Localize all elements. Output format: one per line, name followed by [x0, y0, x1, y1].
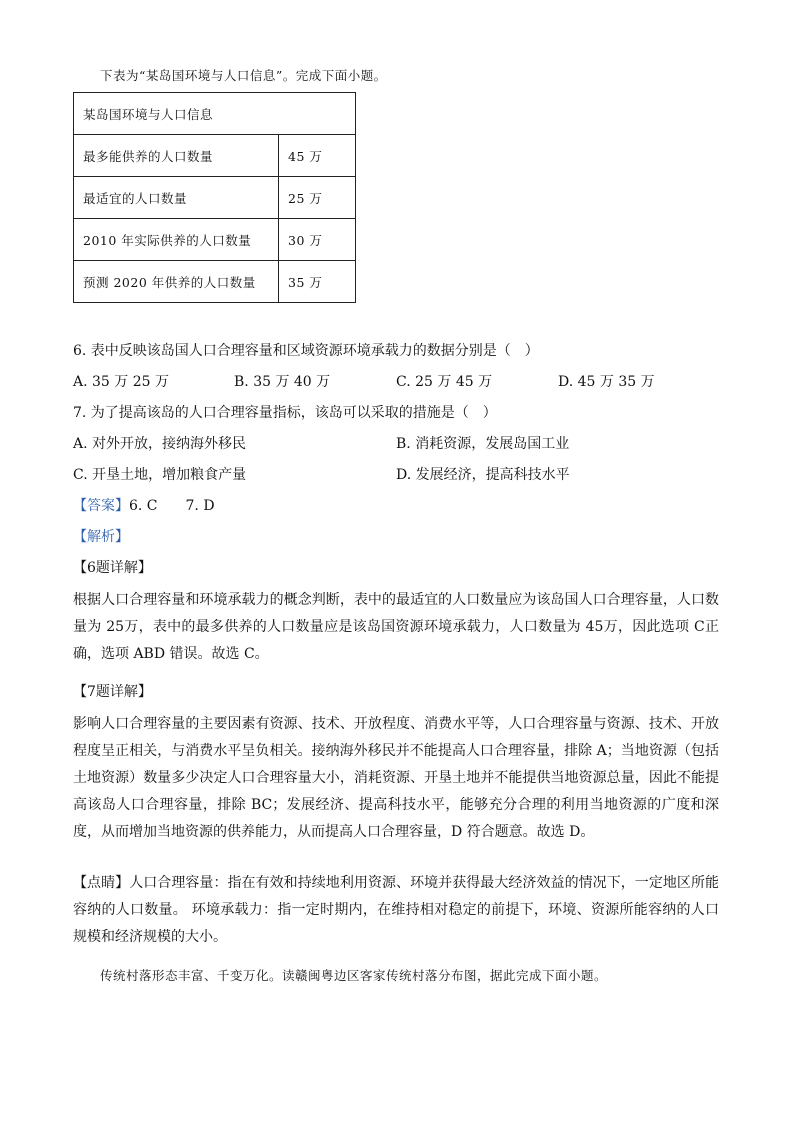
question-6-stem: 6. 表中反映该岛国人口合理容量和区域资源环境承载力的数据分别是（ ）: [73, 343, 539, 359]
table-row-label: 2010 年实际供养的人口数量: [74, 219, 279, 261]
detail-7-text: 影响人口合理容量的主要因素有资源、技术、开放程度、消费水平等，人口合理容量与资源、技术、开放程度呈正相关，与消费水平呈负相关。接纳海外移民并不能提高人口合理容量，排除 A；当地资源（包括土地资源）数量多少决定人口合理容量大小，消耗资源、开垦土地并不能提供当地资源总量，因此不能提高该岛人口合理容量，排除 BC；发展经济、提高科技水平，能够充分合理的利用当地资源的广度和深度，从而增加当地资源的供养能力，从而提高人口合理容量，D 符合题意。故选 D。: [73, 716, 719, 840]
question-6-option-c: C. 25 万 45 万: [396, 374, 493, 390]
question-7-option-a: A. 对外开放，接纳海外移民: [73, 436, 247, 452]
analysis-tag: 【解析】: [73, 529, 129, 545]
point-paragraph: [73, 870, 719, 951]
table-title: 某岛国环境与人口信息: [74, 93, 356, 135]
table-row-value: 45 万: [279, 135, 356, 177]
point-text: 人口合理容量：指在有效和持续地利用资源、环境并获得最大经济效益的情况下，一定地区所能容纳的人口数量。 环境承载力：指一定时期内，在维持相对稳定的前提下，环境、资源所能容纳的人口规模和经济规模的大小。: [73, 875, 720, 945]
table-row-label: 预测 2020 年供养的人口数量: [74, 261, 279, 303]
table-row: [74, 135, 356, 177]
info-table: [73, 92, 356, 303]
table-row: [74, 177, 356, 219]
question-intro: 下表为“某岛国环境与人口信息”。完成下面小题。: [100, 68, 387, 83]
question-7-option-d: D. 发展经济，提高科技水平: [396, 467, 570, 483]
point-tag: 【点睛】: [73, 875, 130, 891]
table-row-value: 30 万: [279, 219, 356, 261]
detail-7-tag: 【7题详解】: [73, 684, 152, 700]
table-row-label: 最适宜的人口数量: [74, 177, 279, 219]
table-row-value: 35 万: [279, 261, 356, 303]
question-7-option-b: B. 消耗资源，发展岛国工业: [396, 436, 570, 452]
question-7-stem: 7. 为了提高该岛的人口合理容量指标，该岛可以采取的措施是（ ）: [73, 405, 497, 421]
table-row-label: 最多能供养的人口数量: [74, 135, 279, 177]
table-row-value: 25 万: [279, 177, 356, 219]
question-6-option-d: D. 45 万 35 万: [558, 374, 655, 390]
table-row: [74, 261, 356, 303]
question-6-option-a: A. 35 万 25 万: [73, 374, 169, 390]
question-7-option-c: C. 开垦土地，增加粮食产量: [73, 467, 247, 483]
answer-text: 6. C 7. D: [129, 498, 215, 514]
table-row: [74, 219, 356, 261]
answer-line: [73, 496, 215, 516]
next-question-intro: 传统村落形态丰富、千变万化。读赣闽粤边区客家传统村落分布图，据此完成下面小题。: [100, 968, 608, 983]
detail-6-text: 根据人口合理容量和环境承载力的概念判断，表中的最适宜的人口数量应为该岛国人口合理容量，人口数量为 25万，表中的最多供养的人口数量应是该岛国资源环境承载力，人口数量为 45万，因此选项 C正确，选项 ABD 错误。故选 C。: [73, 592, 719, 662]
answer-tag: 【答案】: [73, 498, 129, 514]
question-6-option-b: B. 35 万 40 万: [234, 374, 331, 390]
table-title-row: [74, 93, 356, 135]
detail-6-tag: 【6题详解】: [73, 560, 152, 576]
